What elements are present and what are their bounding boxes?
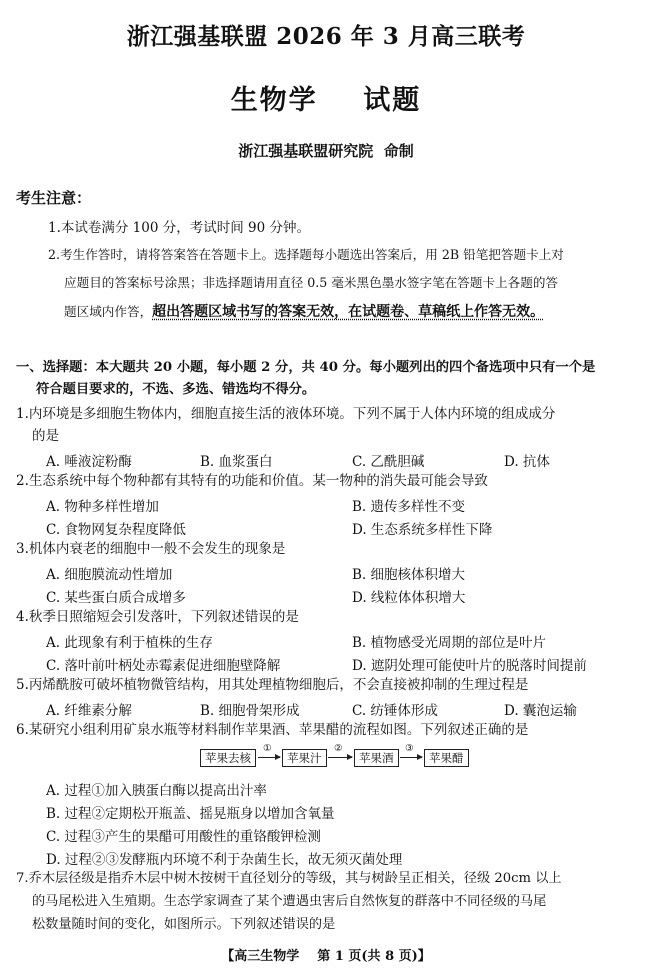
notice-item-2-line-2: 应题目的答案标号涂黑；非选择题请用直径 0.5 毫米黑色墨水签字笔在答题卡上各题的答 (64, 275, 559, 290)
q5-option-d: D. 囊泡运输 (504, 703, 577, 719)
q6-option-b: B. 过程②定期松开瓶盖、摇晃瓶身以增加含氧量 (46, 806, 335, 822)
flow-box-apple-cored: 苹果去核 (200, 749, 256, 767)
q6-option-d: D. 过程②③发酵瓶内环境不利于杂菌生长，故无须灭菌处理 (46, 852, 403, 868)
q3-option-b: B. 细胞核体积增大 (352, 567, 466, 583)
notice-heading: 考生注意： (16, 189, 92, 207)
q4-option-b: B. 植物感受光周期的部位是叶片 (352, 635, 547, 651)
q4-stem-line-1: 4.秋季日照缩短会引发落叶，下列叙述错误的是 (16, 609, 299, 625)
q7-stem-line-2: 的马尾松进入生殖期。生态学家调查了某个遭遇虫害后自然恢复的群落中不同径级的马尾 (32, 894, 547, 909)
flow-box-apple-juice: 苹果汁 (282, 749, 327, 767)
q2-option-a: A. 物种多样性增加 (46, 499, 159, 515)
q2-stem-line-1: 2.生态系统中每个物种都有其特有的功能和价值。某一物种的消失最可能会导致 (16, 473, 488, 489)
q6-flow-diagram (200, 743, 470, 767)
flow-box-apple-vinegar: 苹果醋 (424, 749, 469, 767)
q5-option-c: C. 纺锤体形成 (352, 703, 438, 719)
q1-option-c: C. 乙酰胆碱 (352, 454, 425, 470)
flow-arrow-2 (328, 757, 352, 758)
notice-item-2-line-3 (64, 301, 544, 323)
flow-step-3: ③ (405, 743, 414, 754)
q7-stem-line-1: 7.乔木层径级是指乔木层中树木按树干直径划分的等级，其与树龄呈正相关，径级 20cm 以上 (16, 871, 562, 886)
q4-option-d: D. 遮阴处理可能使叶片的脱落时间提前 (352, 658, 587, 674)
flow-arrow-1 (258, 757, 280, 758)
publisher-line: 浙江强基联盟研究院 命制 (238, 142, 414, 160)
section-1-heading: 一、选择题：本大题共 20 小题，每小题 2 分，共 40 分。每小题列出的四个备选项中只有一个是 (16, 360, 596, 375)
q1-option-d: D. 抗体 (504, 454, 550, 470)
q6-option-a: A. 过程①加入胰蛋白酶以提高出汁率 (46, 783, 267, 799)
q1-option-a: A. 唾液淀粉酶 (46, 454, 132, 470)
q5-option-b: B. 细胞骨架形成 (200, 703, 300, 719)
q1-stem-line-1: 1.内环境是多细胞生物体内，细胞直接生活的液体环境。下列不属于人体内环境的组成成分 (16, 406, 556, 422)
q6-option-c: C. 过程③产生的果醋可用酸性的重铬酸钾检测 (46, 829, 321, 845)
q3-option-a: A. 细胞膜流动性增加 (46, 567, 173, 583)
notice-item-2-line-3-plain: 题区域内作答， (64, 304, 153, 319)
flow-step-1: ① (263, 743, 272, 754)
q1-stem-line-2: 的是 (32, 428, 59, 444)
exam-title: 浙江强基联盟 2026 年 3 月高三联考 (126, 23, 526, 50)
q2-option-d: D. 生态系统多样性下降 (352, 522, 493, 538)
q5-option-a: A. 纤维素分解 (46, 703, 132, 719)
flow-box-apple-wine: 苹果酒 (354, 749, 399, 767)
q5-stem-line-1: 5.丙烯酰胺可破坏植物微管结构，用其处理植物细胞后，不会直接被抑制的生理过程是 (16, 677, 529, 693)
section-1-instructions: 符合题目要求的，不选、多选、错选均不得分。 (36, 382, 316, 397)
q2-option-c: C. 食物网复杂程度降低 (46, 522, 186, 538)
notice-item-2-emphasis: 超出答题区域书写的答案无效，在试题卷、草稿纸上作答无效。 (152, 304, 545, 320)
q2-option-b: B. 遗传多样性不变 (352, 499, 466, 515)
q3-option-c: C. 某些蛋白质合成增多 (46, 590, 186, 606)
q4-option-a: A. 此现象有利于植株的生存 (46, 635, 213, 651)
q3-stem-line-1: 3.机体内衰老的细胞中一般不会发生的现象是 (16, 541, 286, 557)
flow-arrow-3 (400, 757, 422, 758)
notice-item-1: 1.本试卷满分 100 分，考试时间 90 分钟。 (48, 220, 310, 236)
q1-option-b: B. 血浆蛋白 (200, 454, 273, 470)
q7-stem-line-3: 松数量随时间的变化，如图所示。下列叙述错误的是 (32, 917, 336, 932)
page-footer: 【高三生物学 第 1 页(共 8 页)】 (221, 949, 431, 964)
notice-item-2-line-1: 2.考生作答时，请将答案答在答题卡上。选择题每小题选出答案后，用 2B 铅笔把答题卡上对 (48, 247, 564, 262)
flow-step-2: ② (334, 743, 343, 754)
subject-title: 生物学 试题 (230, 85, 422, 116)
q3-option-d: D. 线粒体体积增大 (352, 590, 466, 606)
q6-stem-line-1: 6.某研究小组利用矿泉水瓶等材料制作苹果酒、苹果醋的流程如图。下列叙述正确的是 (16, 722, 529, 738)
q4-option-c: C. 落叶前叶柄处赤霉素促进细胞壁降解 (46, 658, 281, 674)
